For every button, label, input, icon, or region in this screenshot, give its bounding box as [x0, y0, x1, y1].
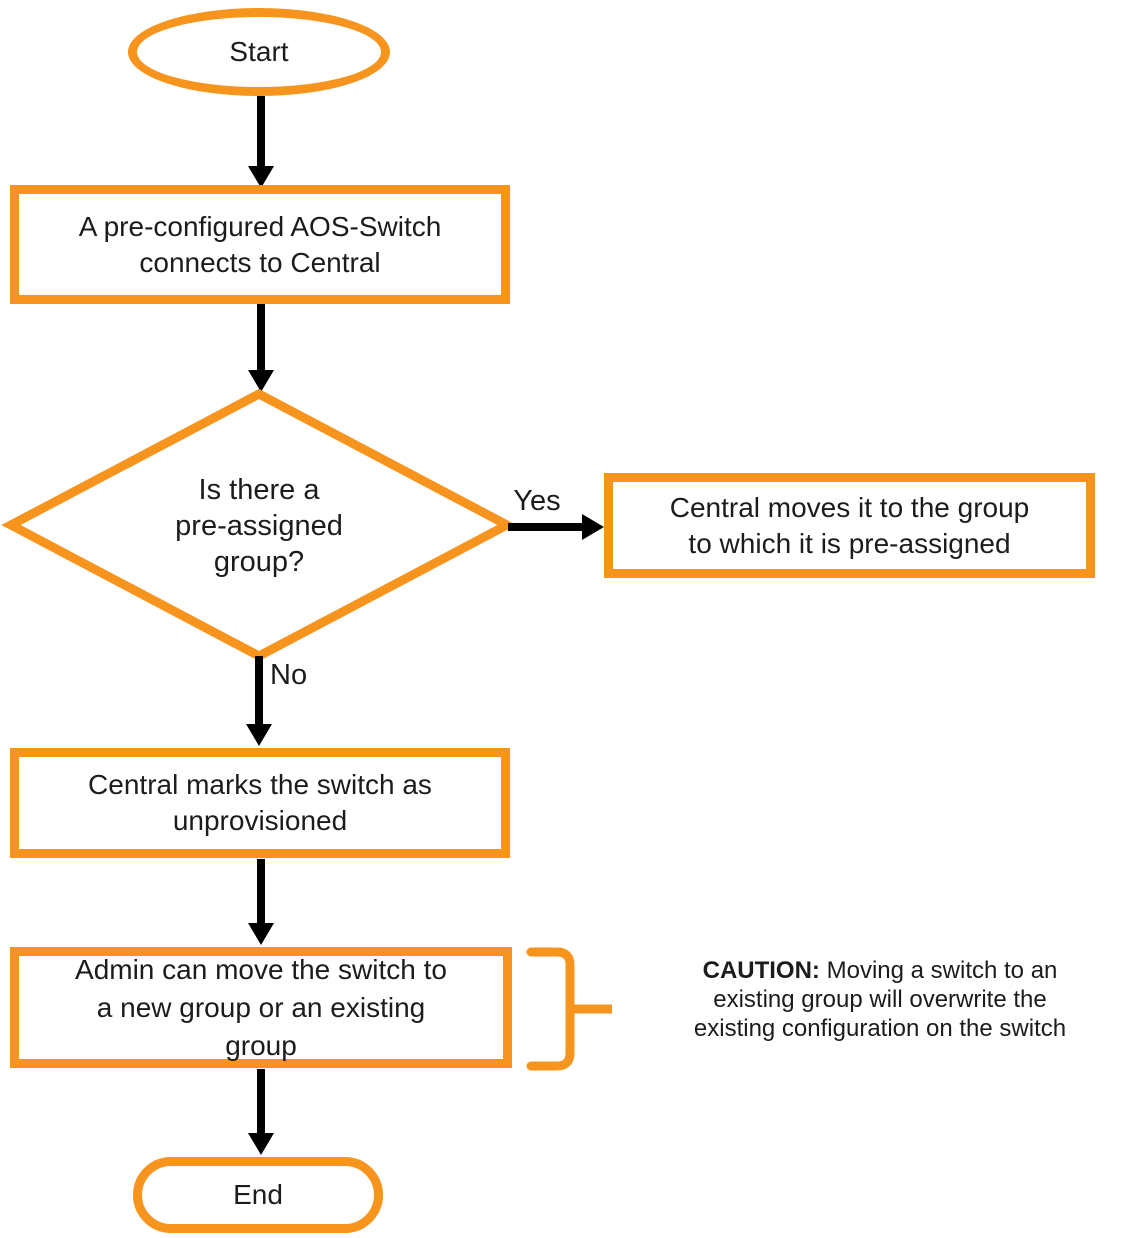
node-move-to-preassigned-group	[604, 473, 1095, 578]
edge-yes-label: Yes	[513, 485, 561, 517]
node-decision-line: pre-assigned	[175, 510, 343, 542]
node-connect-line: connects to Central	[139, 246, 381, 278]
node-start	[128, 8, 390, 96]
caution-bracket	[531, 952, 612, 1066]
node-decision-line: Is there a	[198, 474, 320, 506]
caution-line3-text: existing configuration on the switch	[693, 1015, 1067, 1042]
node-admin-line: a new group or an existing	[96, 991, 426, 1023]
node-end	[133, 1157, 383, 1233]
node-start-label: Start	[229, 36, 289, 67]
arrow-connect-to-decision	[248, 304, 274, 392]
node-connect-line: A pre-configured AOS-Switch	[78, 210, 442, 242]
node-preassigned-line: Central moves it to the group	[669, 491, 1030, 523]
node-end-label: End	[233, 1179, 283, 1210]
caution-prefix-label: CAUTION:	[702, 957, 820, 984]
arrow-unprovisioned-to-admin	[248, 859, 274, 945]
node-decision-preassigned-group	[109, 472, 409, 580]
node-admin-line: Admin can move the switch to	[75, 953, 447, 985]
node-admin-line: group	[225, 1029, 297, 1061]
node-admin-move-switch	[10, 947, 512, 1068]
node-connect-central	[10, 185, 510, 304]
caution-line1-text: Moving a switch to an	[819, 957, 1058, 984]
arrow-decision-no	[246, 656, 272, 746]
node-preassigned-line: to which it is pre-assigned	[688, 527, 1011, 559]
node-mark-unprovisioned	[10, 748, 510, 858]
arrow-admin-to-end	[248, 1069, 274, 1155]
node-decision-line: group?	[213, 546, 305, 578]
node-unprovisioned-line: unprovisioned	[172, 805, 348, 836]
caution-line2-text: existing group will overwrite the	[713, 986, 1047, 1013]
caution-note	[628, 956, 1132, 1043]
node-unprovisioned-line: Central marks the switch as	[88, 769, 432, 800]
edge-no-label: No	[270, 659, 308, 691]
arrow-start-to-connect	[248, 96, 274, 188]
